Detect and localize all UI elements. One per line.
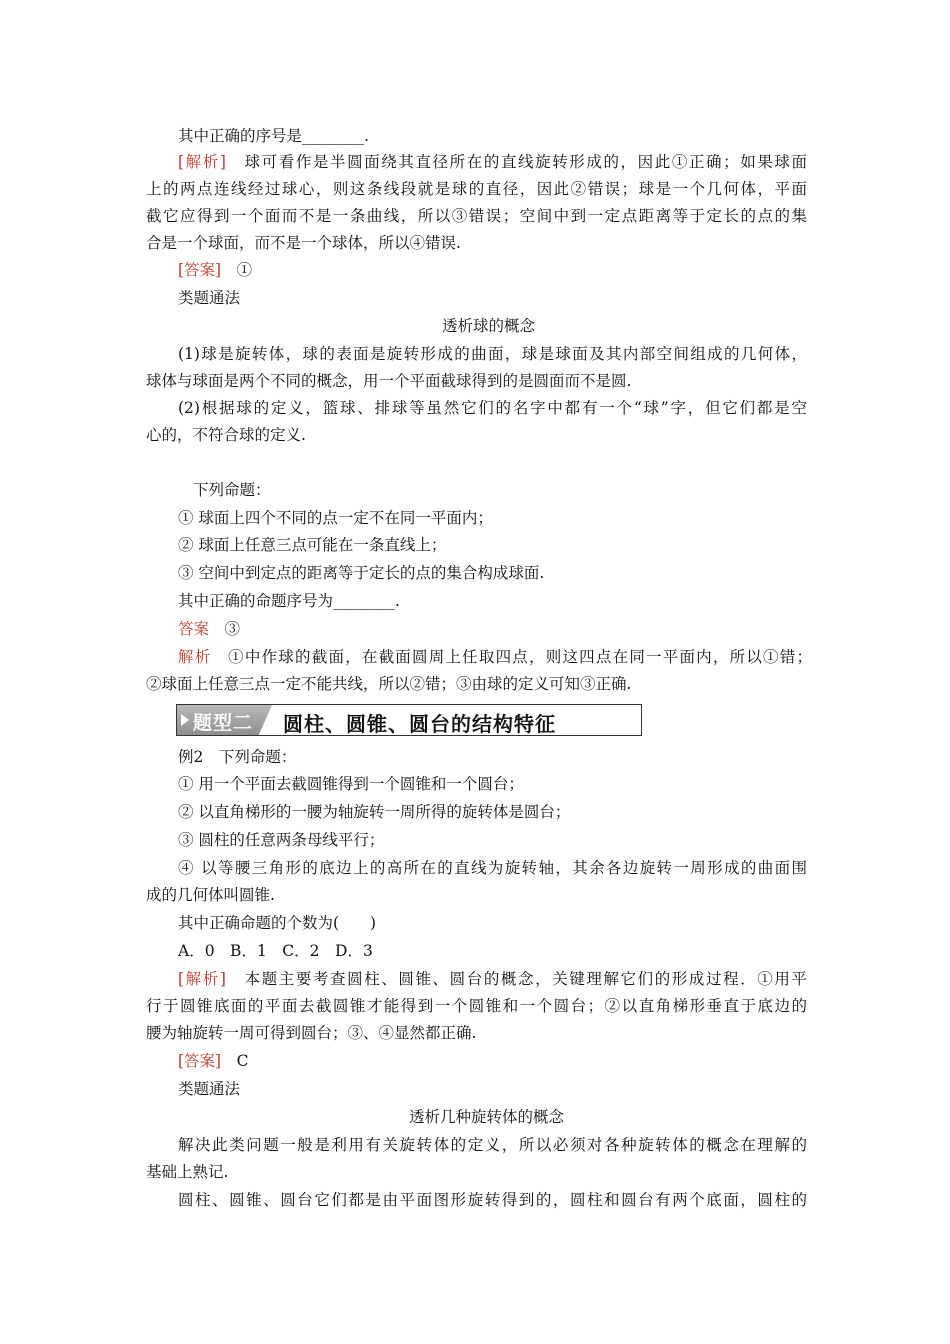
example-question: 其中正确命题的个数为( ) [178,914,377,932]
example-answer-value: C [236,1052,249,1070]
example-analysis-line-2: 行于圆锥底面的平面去截圆锥才能得到一个圆锥和一个圆台；②以直角梯形垂直于底边的 [146,997,807,1015]
section-banner [176,704,642,736]
method-para-2-line-1: (2)根据球的定义，篮球、排球等虽然它们的名字中都有一个“球”字，但它们都是空 [178,399,807,417]
example-item-2: ② 以直角梯形的一腰为轴旋转一周所得的旋转体是圆台； [178,803,571,821]
example-options: A．0 B．1 C．2 D．3 [178,942,373,960]
question-ending: 其中正确的序号是________. [178,127,369,145]
example-answer [178,1050,249,1072]
analysis-line-1 [178,151,807,173]
analysis-line-4: 合是一个球面，而不是一个球体，所以④错误. [146,234,461,252]
method-para-1-line-2: 球体与球面是两个不同的概念，用一个平面截球得到的是圆面而不是圆. [146,372,632,390]
example-item-4-line-1: ④ 以等腰三角形的底边上的高所在的直线为旋转轴，其余各边旋转一周形成的曲面围 [178,859,807,877]
example-analysis-line-3: 腰为轴旋转一周可得到圆台；③、④显然都正确. [146,1024,477,1042]
exercise-intro: 下列命题： [193,481,271,499]
example-analysis-tag: [解析] [178,970,226,988]
method-title: 透析球的概念 [442,317,536,335]
exercise-question: 其中正确的命题序号为________. [178,592,400,610]
analysis-line-2: 上的两点连线经过球心，则这条线段就是球的直径，因此②错误；球是一个几何体，平面 [146,180,807,198]
exercise-analysis-text: ①中作球的截面，在截面圆周上任取四点，则这四点在同一平面内，所以①错； [228,648,812,666]
method-para-1-line-1: (1)球是旋转体，球的表面是旋转形成的曲面，球是球面及其内部空间组成的几何体， [178,345,807,363]
example-method-para-2-line-1: 圆柱、圆锥、圆台它们都是由平面图形旋转得到的，圆柱和圆台有两个底面，圆柱的 [178,1191,807,1209]
analysis-tag: [解析] [178,153,226,171]
banner-label: 题型二 [193,712,254,734]
answer-tag: [答案] [178,261,222,279]
exercise-item-3: ③ 空间中到定点的距离等于定长的点的集合构成球面. [178,564,545,582]
example-item-3: ③ 圆柱的任意两条母线平行； [178,831,385,849]
example-analysis-line-1 [178,968,807,990]
example-item-4-line-2: 成的几何体叫圆锥. [146,886,275,904]
exercise-answer-tag: 答案 [178,620,210,638]
analysis-line-3: 截它应得到一个面而不是一条曲线，所以③错误；空间中到一定点距离等于定长的点的集 [146,207,807,225]
exercise-analysis-tag: 解析 [178,648,212,666]
method-para-2-line-2: 心的，不符合球的定义. [146,426,306,444]
exercise-analysis-line-1 [178,646,812,668]
example-item-1: ① 用一个平面去截圆锥得到一个圆锥和一个圆台； [178,775,524,793]
example-method-label: 类题通法 [178,1080,241,1098]
answer-value: ① [236,261,253,279]
exercise-answer [178,618,240,640]
exercise-answer-value: ③ [224,620,241,638]
example-method-para-1-line-2: 基础上熟记. [146,1163,229,1181]
exercise-item-1: ① 球面上四个不同的点一定不在同一平面内； [178,509,493,527]
analysis-text: 球可看作是半圆面绕其直径所在的直线旋转形成的，因此①正确；如果球面 [244,153,807,171]
answer-line [178,259,252,281]
exercise-item-2: ② 球面上任意三点可能在一条直线上； [178,536,447,554]
example-head: 例2 下列命题： [178,748,297,766]
exercise-analysis-line-2: ②球面上任意三点一定不能共线，所以②错；③由球的定义可知③正确. [146,675,632,693]
example-method-para-1-line-1: 解决此类问题一般是利用有关旋转体的定义，所以必须对各种旋转体的概念在理解的 [178,1136,807,1154]
example-analysis-text: 本题主要考查圆柱、圆锥、圆台的概念，关键理解它们的形成过程．①用平 [244,970,807,988]
banner-title: 圆柱、圆锥、圆台的结构特征 [283,712,556,736]
chevron-right-icon [181,714,189,726]
example-answer-tag: [答案] [178,1052,222,1070]
example-method-title: 透析几种旋转体的概念 [409,1108,565,1126]
method-label: 类题通法 [178,289,241,307]
